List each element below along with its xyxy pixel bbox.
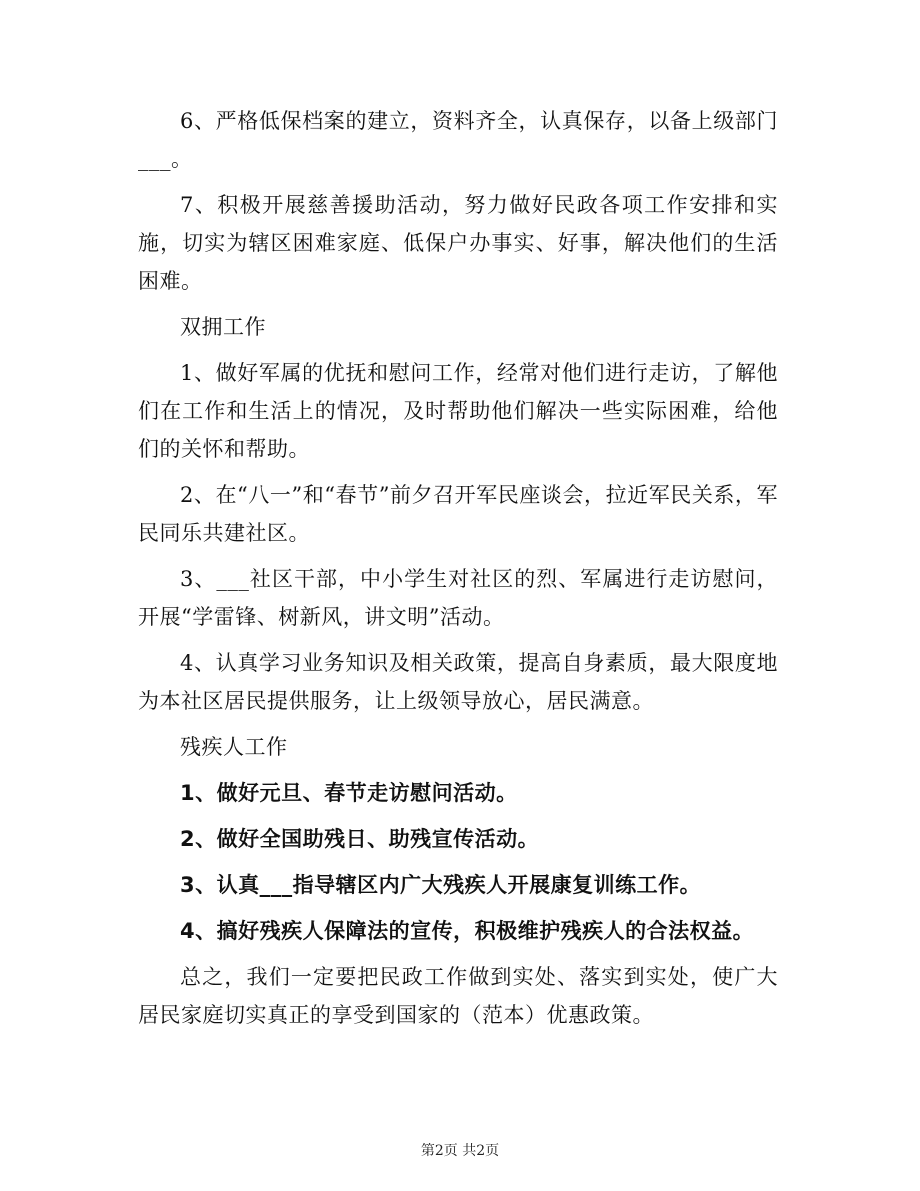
paragraph-canjiren-4: 4、搞好残疾人保障法的宣传，积极维护残疾人的合法权益。 — [180, 919, 755, 943]
paragraph-canjiren-1: 1、做好元旦、春节走访慰问活动。 — [180, 781, 518, 805]
paragraph-shuangyong-4: 4、认真学习业务知识及相关政策，提高自身素质，最大限度地为本社区居民提供服务，让上级领导放心，居民满意。 — [138, 651, 778, 713]
page-number-footer: 第2页 共2页 — [420, 1143, 500, 1159]
section-heading-shuangyong: 双拥工作 — [180, 315, 266, 339]
paragraph-conclusion: 总之，我们一定要把民政工作做到实处、落实到实处，使广大居民家庭切实真正的享受到国家的（范本）优惠政策。 — [138, 965, 778, 1027]
paragraph-shuangyong-1: 1、做好军属的优抚和慰问工作，经常对他们进行走访，了解他们在工作和生活上的情况，及时帮助他们解决一些实际困难，给他们的关怀和帮助。 — [138, 361, 778, 461]
document-body — [138, 102, 778, 1034]
paragraph-shuangyong-3: 3、___社区干部，中小学生对社区的烈、军属进行走访慰问，开展“学雷锋、树新风，讲文明”活动。 — [138, 567, 778, 629]
paragraph-canjiren-3: 3、认真___指导辖区内广大残疾人开展康复训练工作。 — [180, 873, 702, 897]
paragraph-item-6: 6、严格低保档案的建立，资料齐全，认真保存，以备上级部门___。 — [138, 109, 778, 171]
paragraph-shuangyong-2: 2、在“八一”和“春节”前夕召开军民座谈会，拉近军民关系，军民同乐共建社区。 — [138, 483, 778, 545]
section-heading-canjiren: 残疾人工作 — [180, 735, 288, 759]
paragraph-item-7: 7、积极开展慈善援助活动，努力做好民政各项工作安排和实施，切实为辖区困难家庭、低保户办事实、好事，解决他们的生活困难。 — [138, 193, 778, 293]
paragraph-canjiren-2: 2、做好全国助残日、助残宣传活动。 — [180, 827, 540, 851]
